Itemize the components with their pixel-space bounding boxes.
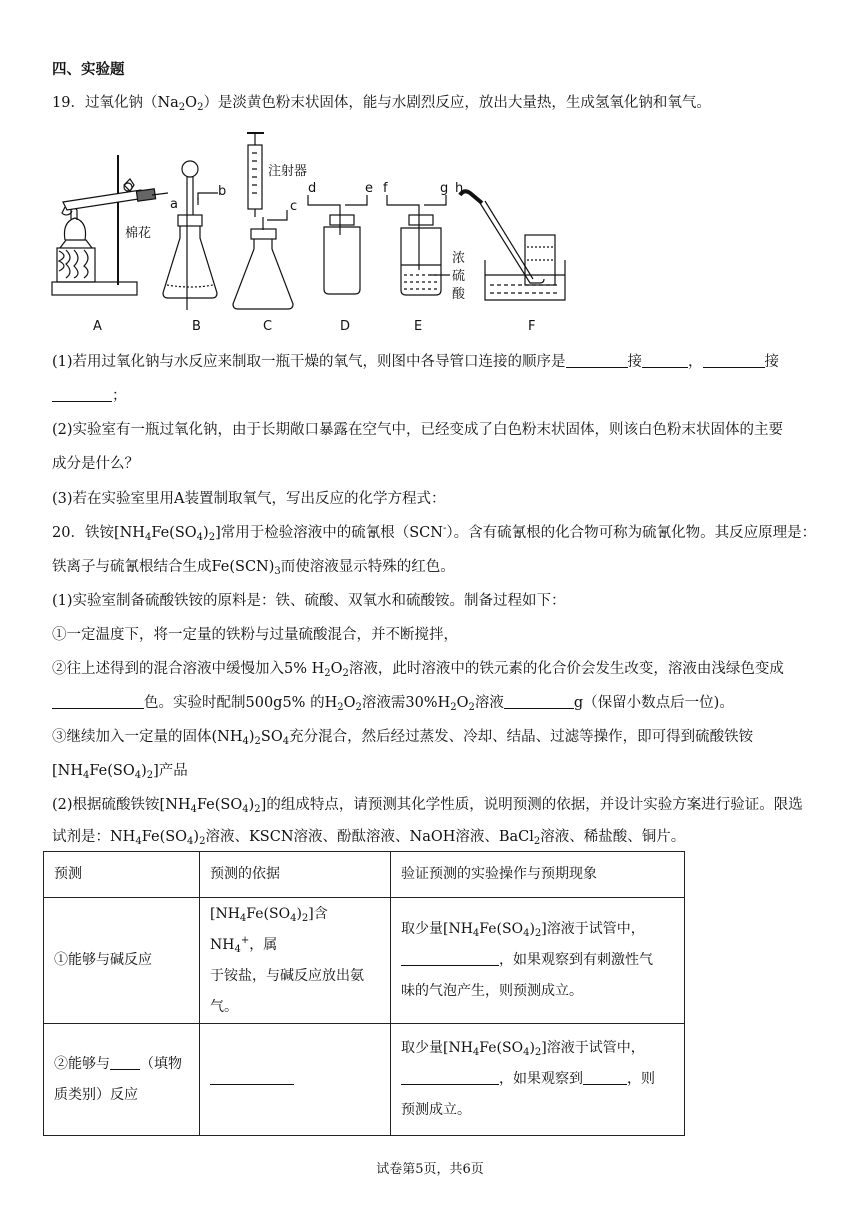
cotton-label: 棉花	[125, 226, 152, 241]
q20-part2-line2: 试剂是：$NH_4Fe(SO_4)_2$溶液、KSCN溶液、酚酞溶液、NaOH溶液、BaCl$_2$溶液、稀盐酸、铜片。	[52, 829, 686, 847]
q19-part2-line2: 成分是什么？	[52, 456, 139, 472]
tube-d: d	[308, 181, 317, 196]
caption-d: D	[340, 319, 351, 334]
apparatus-figure	[40, 125, 570, 340]
q20-step2-line1: ②往上述得到的混合溶液中缓慢加入5% $H_2O_2$溶液，此时溶液中的铁元素的化合价会发生改变，溶液由浅绿色变成	[52, 661, 784, 679]
acid-label-1: 浓	[452, 251, 466, 266]
apparatus-a	[52, 155, 168, 295]
row2-basis	[200, 1024, 391, 1136]
q20-step2-line2: 色。实验时配制500g5% 的$H_2O_2$溶液需$30\%H_2O_2$溶液 g（保留小数点后一位)。	[52, 693, 734, 713]
acid-label-3: 酸	[452, 287, 466, 302]
syringe-label: 注射器	[268, 164, 308, 179]
section-title: 四、实验题	[52, 62, 125, 78]
answer-blank[interactable]	[703, 353, 765, 368]
apparatus-f	[460, 191, 565, 300]
tube-f: f	[383, 181, 388, 196]
q20-step3-line2: $[NH_4Fe(SO_4)_2]$产品	[52, 763, 188, 781]
tube-c: c	[290, 199, 298, 214]
q20-intro-line1: 20．铁铵$[NH_4Fe(SO_4)_2]$常用于检验溶液中的硫氰根（SCN-）。含有硫氰根的化合物可称为硫氰化物。其反应原理是：	[52, 523, 817, 543]
table-header: 验证预测的实验操作与预期现象	[391, 852, 685, 898]
row1-operation: 取少量$[NH_4Fe(SO_4)_2]$溶液于试管中， ，如果观察到有刺激性气 味的气泡产生，则预测成立。	[391, 898, 685, 1024]
caption-a: A	[93, 319, 102, 334]
table-header: 预测的依据	[200, 852, 391, 898]
table-header: 预测	[44, 852, 200, 898]
answer-blank[interactable]	[210, 1070, 294, 1085]
apparatus-b	[163, 161, 218, 310]
table-row	[44, 898, 685, 1024]
page-footer: 试卷第5页，共6页	[376, 1162, 484, 1177]
tube-h: h	[455, 181, 464, 196]
row2-operation: 取少量$[NH_4Fe(SO_4)_2]$溶液于试管中， ，如果观察到 ，则 预测成立。	[391, 1024, 685, 1136]
answer-blank[interactable]	[566, 353, 628, 368]
q19-intro: 19．过氧化钠$(Na_2O_2)$是淡黄色粉末状固体，能与水剧烈反应，放出大量热，生成氢氧化钠和氧气。	[52, 95, 711, 113]
row1-prediction: ①能够与碱反应	[44, 898, 200, 1024]
caption-b: B	[192, 319, 201, 334]
q20-part1-title: (1)实验室制备硫酸铁铵的原料是：铁、硫酸、双氧水和硫酸铵。制备过程如下：	[52, 593, 566, 609]
answer-blank[interactable]	[401, 951, 499, 966]
answer-blank[interactable]	[401, 1070, 499, 1085]
caption-f: F	[528, 319, 536, 334]
q19-part1-end: ；	[52, 386, 127, 406]
answer-blank[interactable]	[583, 1070, 627, 1085]
tube-b: b	[218, 184, 227, 199]
apparatus-d	[308, 195, 367, 294]
caption-c: C	[263, 319, 273, 334]
acid-label-2: 硫	[452, 269, 466, 284]
apparatus-c	[233, 133, 293, 309]
answer-blank[interactable]	[504, 694, 574, 709]
table-header-row	[44, 852, 685, 898]
q19-part1: (1)若用过氧化钠与水反应来制取一瓶干燥的氧气，则图中各导管口连接的顺序是 接 ， 接	[52, 354, 780, 370]
tube-g: g	[440, 181, 449, 196]
answer-blank[interactable]	[52, 387, 112, 402]
q20-step1: ①一定温度下，将一定量的铁粉与过量硫酸混合，并不断搅拌，	[52, 627, 458, 643]
prediction-table	[43, 851, 685, 1136]
q19-part2-line1: (2)实验室有一瓶过氧化钠，由于长期敞口暴露在空气中，已经变成了白色粉末状固体，则该白色粉末状固体的主要	[52, 422, 784, 438]
q20-step3-line1: ③继续加入一定量的固体$(NH_4)_2SO_4$充分混合，然后经过蒸发、冷却、结晶、过滤等操作，即可得到硫酸铁铵	[52, 729, 754, 747]
q20-part2-line1: (2)根据硫酸铁铵$[NH_4Fe(SO_4)_2]$的组成特点，请预测其化学性质，说明预测的依据，并设计实验方案进行验证。限选	[52, 797, 803, 815]
q20-intro-line2: 铁离子与硫氰根结合生成$Fe(SCN)_3$而使溶液显示特殊的红色。	[52, 559, 455, 577]
answer-blank[interactable]	[642, 353, 688, 368]
caption-e: E	[414, 319, 423, 334]
row2-prediction: ②能够与 （填物 质类别）反应	[44, 1024, 200, 1136]
apparatus-e	[387, 195, 450, 295]
table-row	[44, 1024, 685, 1136]
q19-part3: (3)若在实验室里用A装置制取氧气，写出反应的化学方程式：	[52, 491, 446, 507]
answer-blank[interactable]	[52, 694, 144, 709]
tube-a: a	[170, 197, 178, 212]
tube-e: e	[365, 181, 373, 196]
answer-blank[interactable]	[110, 1055, 140, 1070]
row1-basis: $[NH_4Fe(SO_4)_2]$含 $NH_4^+$，属 于铵盐，与碱反应放出氨 气。	[200, 898, 391, 1024]
